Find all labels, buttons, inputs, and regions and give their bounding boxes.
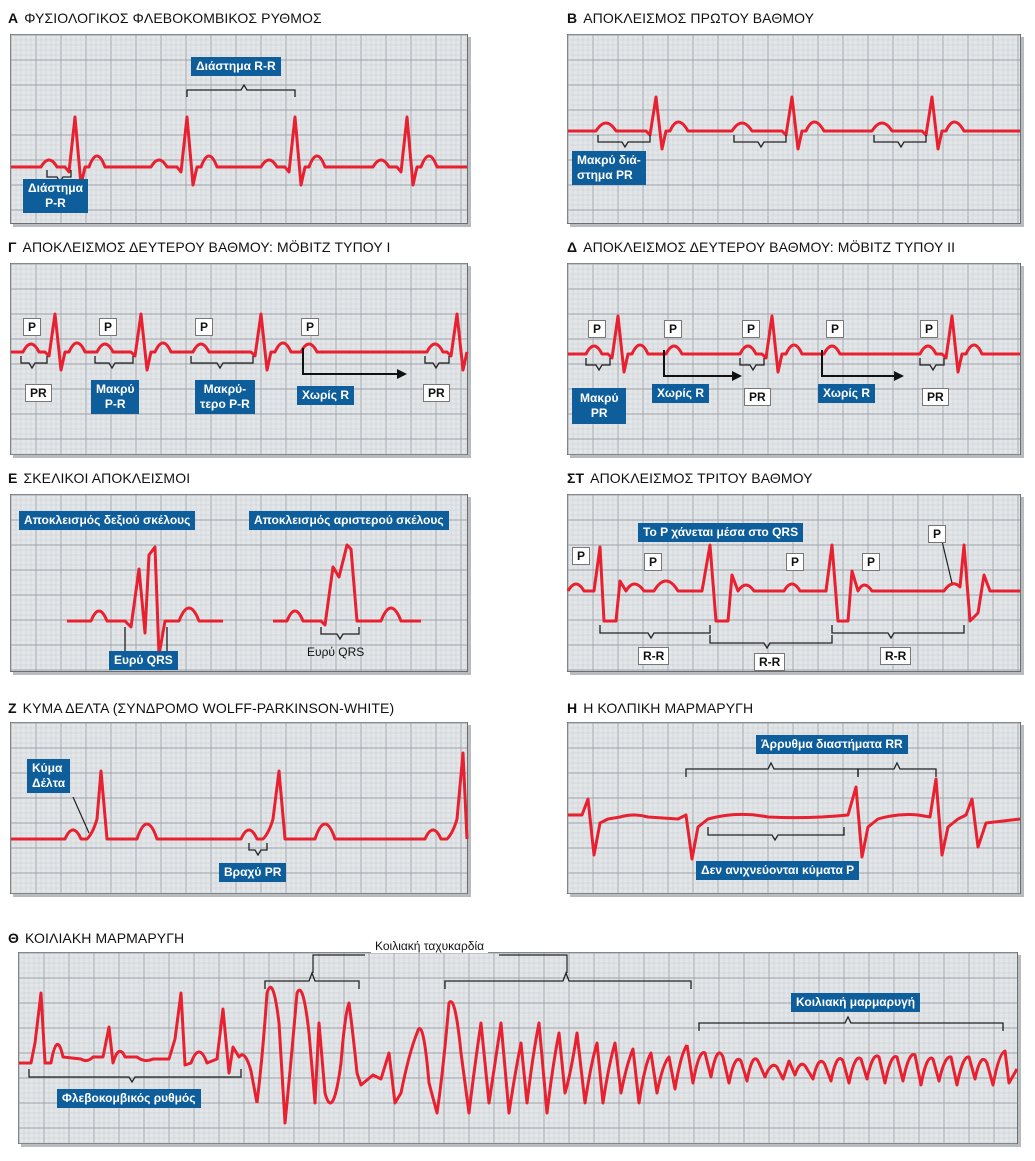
ecg-waveform	[11, 753, 467, 839]
label-sinus: Φλεβοκομβικός ρυθμός	[57, 1089, 201, 1108]
label-no-r: Χωρίς R	[297, 386, 354, 405]
panel-title	[567, 10, 814, 26]
ecg-waveform-vt	[257, 987, 687, 1123]
bracket-pr	[920, 358, 944, 370]
panel-title	[8, 239, 391, 255]
label-no-r: Χωρίς R	[652, 384, 709, 403]
label-rr-interval: Διάστημα R-R	[191, 57, 281, 76]
pr-label: PR	[423, 384, 450, 402]
label-longer-pr	[195, 380, 255, 414]
bracket-pr	[874, 135, 926, 147]
p-wave-label: P	[826, 320, 844, 338]
arrow-head	[894, 371, 904, 381]
panel-title	[8, 470, 190, 486]
bracket-pr	[734, 135, 786, 147]
bracket-short-pr	[249, 843, 267, 855]
ecg-waveform	[11, 314, 467, 370]
pointer-line	[73, 797, 89, 833]
label-line: Μακρύ	[580, 391, 619, 405]
pr-label: PR	[25, 384, 52, 402]
label-line: τερο P-R	[200, 397, 250, 411]
label-long-pr	[572, 151, 646, 185]
panel-letter: Δ	[567, 239, 578, 255]
label-pr-interval	[23, 179, 88, 213]
rr-label: R-R	[754, 653, 785, 671]
bracket-pr	[95, 356, 133, 368]
p-wave-label: P	[862, 553, 880, 571]
ecg-waveform-sinus	[19, 993, 257, 1103]
panel-letter: ΣΤ	[567, 470, 585, 486]
bracket-vf	[699, 1017, 1003, 1031]
label-line: Μακρύ	[96, 382, 135, 396]
vt-leader-line	[499, 955, 567, 973]
ecg-waveform	[568, 779, 1020, 859]
ecg-waveform	[568, 97, 1020, 149]
vt-leader-line	[313, 955, 365, 973]
bracket-vt-2	[445, 973, 691, 989]
label-lbbb: Αποκλεισμός αριστερού σκέλους	[249, 511, 449, 530]
label-short-pr: Βραχύ PR	[219, 863, 286, 882]
ecg-waveform-vf	[687, 1045, 1017, 1085]
p-wave-label: P	[23, 318, 41, 336]
p-wave-label: P	[664, 320, 682, 338]
label-long-pr	[91, 380, 139, 414]
panel-letter: Z	[8, 700, 17, 716]
p-wave-label: P	[195, 318, 213, 336]
bracket-rr	[710, 635, 832, 648]
ecg-trace-b	[568, 35, 1020, 223]
p-wave-label: P	[742, 320, 760, 338]
p-wave-label: P	[572, 547, 590, 565]
ecg-waveform-rbbb	[67, 547, 223, 655]
label-irregular-rr: Άρρυθμα διαστήματα RR	[756, 735, 908, 754]
bracket-pr	[740, 358, 764, 370]
arrow-head	[397, 369, 407, 379]
panel-title	[8, 930, 184, 946]
panel-title-text: Η ΚΟΛΠΙΚΗ ΜΑΡΜΑΡΥΓΗ	[583, 700, 754, 716]
pr-label: PR	[744, 388, 771, 406]
ecg-strip	[10, 722, 468, 894]
bracket-rr	[187, 85, 295, 97]
ecg-trace-st	[568, 495, 1020, 671]
label-p-hidden: Το P χάνεται μέσα στο QRS	[638, 523, 803, 542]
ecg-trace-th	[19, 953, 1017, 1143]
panel-letter: A	[8, 10, 19, 26]
label-rbbb: Αποκλεισμός δεξιού σκέλους	[19, 511, 195, 530]
bracket-wide-qrs	[321, 627, 359, 639]
pr-label: PR	[922, 388, 949, 406]
p-wave-label: P	[588, 320, 606, 338]
p-wave-label: P	[928, 525, 946, 543]
label-line: P-R	[104, 397, 126, 411]
bracket-pr	[21, 356, 47, 368]
panel-title-text: ΚΥΜΑ ΔΕΛΤΑ (ΣΥΝΔΡΟΜΟ WOLFF-PARKINSON-WHITE)	[22, 700, 395, 716]
label-line: P-R	[45, 196, 66, 210]
label-delta-wave	[27, 759, 70, 793]
panel-letter: E	[8, 470, 18, 486]
bracket-vt-1	[265, 973, 359, 989]
p-wave-label: P	[786, 553, 804, 571]
rr-label: R-R	[638, 647, 669, 665]
ecg-strip	[567, 263, 1021, 455]
p-wave-label: P	[301, 318, 319, 336]
bracket-rr	[858, 763, 936, 777]
label-line: Διάστημα	[28, 181, 83, 195]
label-long-pr	[572, 388, 626, 424]
ecg-strip	[567, 34, 1021, 224]
rr-label: R-R	[880, 647, 911, 665]
panel-title	[8, 700, 394, 716]
bracket-rr	[686, 763, 858, 777]
ecg-strip	[10, 34, 468, 224]
panel-title-text: ΚΟΙΛΙΑΚΗ ΜΑΡΜΑΡΥΓΗ	[25, 930, 185, 946]
ecg-strip	[18, 939, 1018, 1144]
label-vf: Κοιλιακή μαρμαρυγή	[791, 993, 920, 1012]
panel-title-text: ΣΚΕΛΙΚΟΙ ΑΠΟΚΛΕΙΣΜΟΙ	[23, 470, 191, 486]
bracket-no-p	[708, 827, 844, 840]
panel-letter: H	[567, 700, 578, 716]
label-wide-qrs-plain: Ευρύ QRS	[307, 645, 365, 659]
label-line: Μακρύ-	[203, 382, 247, 396]
panel-title-text: ΑΠΟΚΛΕΙΣΜΟΣ ΤΡΙΤΟΥ ΒΑΘΜΟΥ	[590, 470, 813, 486]
ecg-waveform-lbbb	[273, 545, 421, 625]
bracket-pr	[586, 358, 610, 370]
bracket-rr	[832, 625, 964, 638]
label-no-r: Χωρίς R	[818, 384, 875, 403]
ecg-waveform	[11, 117, 467, 185]
ecg-trace-d	[568, 264, 1020, 454]
panel-letter: Θ	[8, 930, 19, 946]
pointer-line	[942, 541, 952, 583]
arrow-head	[732, 371, 742, 381]
label-line: στημα PR	[577, 168, 633, 182]
panel-title	[567, 470, 813, 486]
ecg-waveform	[568, 316, 1020, 372]
p-wave-label: P	[920, 320, 938, 338]
bracket-sinus	[29, 1069, 241, 1082]
label-no-p-waves: Δεν ανιχνεύονται κύματα P	[696, 861, 859, 880]
ecg-trace-g	[11, 264, 467, 454]
bracket-pr	[191, 356, 253, 368]
label-line: PR	[590, 406, 608, 420]
ecg-strip	[10, 263, 468, 455]
panel-title-text: ΑΠΟΚΛΕΙΣΜΟΣ ΔΕΥΤΕΡΟΥ ΒΑΘΜΟΥ: MÖBITZ ΤΥΠΟΥ II	[583, 239, 956, 255]
panel-title	[8, 10, 322, 26]
panel-title	[567, 700, 753, 716]
ecg-strip	[567, 722, 1021, 894]
label-vt: Κοιλιακή ταχυκαρδία	[371, 939, 488, 953]
bracket-rr	[600, 625, 710, 638]
label-line: Δέλτα	[32, 776, 66, 790]
label-line: Μακρύ διά-	[577, 153, 641, 167]
bracket-pr	[598, 135, 650, 147]
label-line: Κύμα	[32, 761, 63, 775]
panel-title-text: ΦΥΣΙΟΛΟΓΙΚΟΣ ΦΛΕΒΟΚΟΜΒΙΚΟΣ ΡΥΘΜΟΣ	[24, 10, 322, 26]
panel-letter: Γ	[8, 239, 17, 255]
panel-title-text: ΑΠΟΚΛΕΙΣΜΟΣ ΠΡΩΤΟΥ ΒΑΘΜΟΥ	[583, 10, 815, 26]
bracket-pr	[425, 356, 449, 368]
label-wide-qrs: Ευρύ QRS	[109, 651, 178, 670]
p-wave-label: P	[99, 318, 117, 336]
panel-title-text: ΑΠΟΚΛΕΙΣΜΟΣ ΔΕΥΤΕΡΟΥ ΒΑΘΜΟΥ: MÖBITZ ΤΥΠΟΥ I	[22, 239, 391, 255]
panel-title	[567, 239, 955, 255]
panel-letter: B	[567, 10, 578, 26]
p-wave-label: P	[644, 553, 662, 571]
ecg-strip	[567, 494, 1021, 672]
ecg-strip	[10, 494, 468, 672]
